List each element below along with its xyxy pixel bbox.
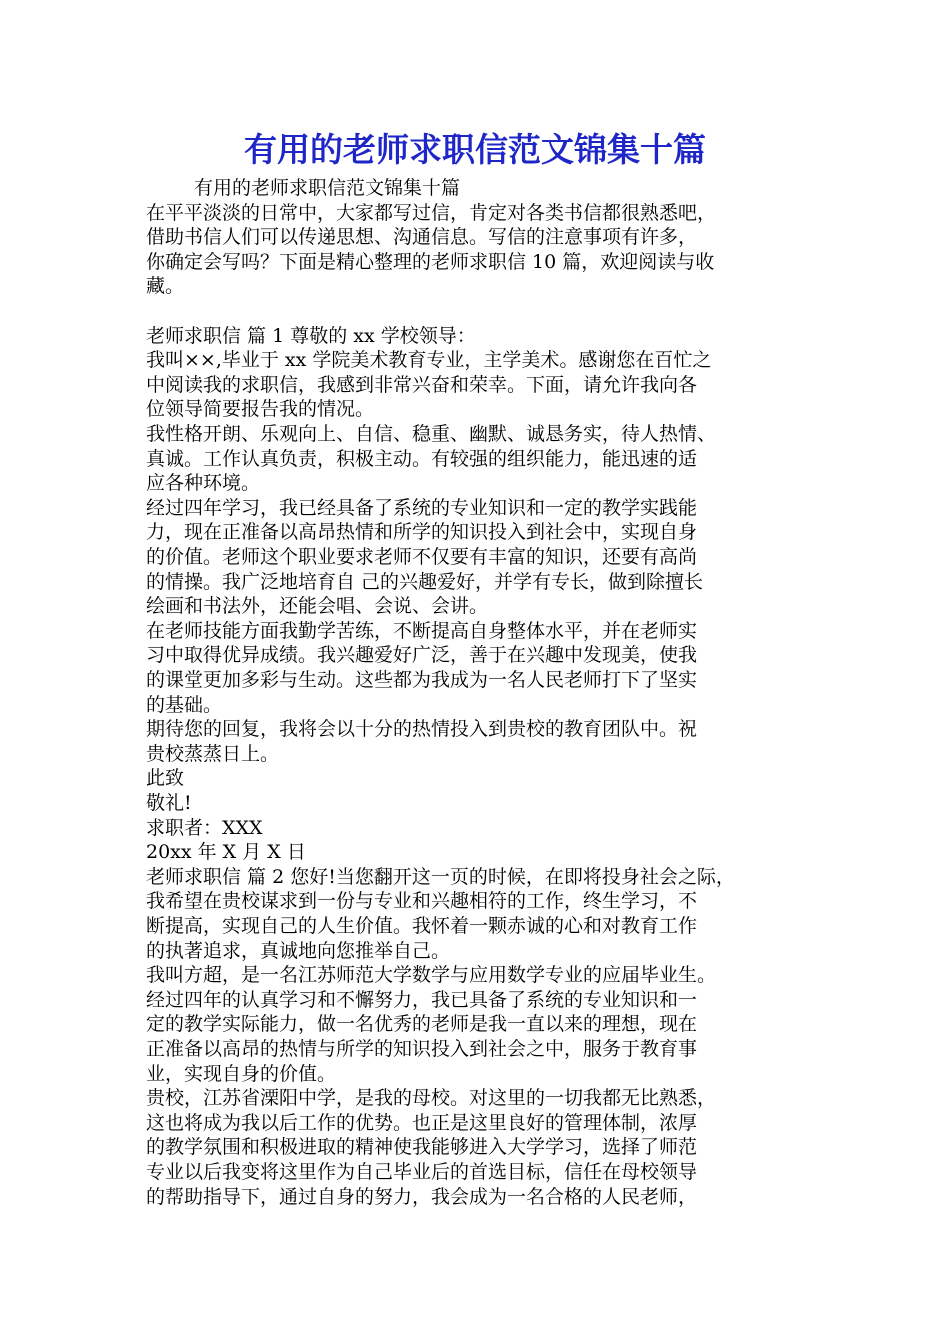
body-line: 定的教学实际能力，做一名优秀的老师是我一直以来的理想，现在 — [146, 1013, 698, 1036]
body-line: 断提高，实现自己的人生价值。我怀着一颗赤诚的心和对教育工作 — [146, 915, 698, 937]
body-line: 习中取得优异成绩。我兴趣爱好广泛，善于在兴趣中发现美，使我 — [146, 644, 698, 667]
body-line: 这也将成为我以后工作的优势。也正是这里良好的管理体制，浓厚 — [146, 1111, 698, 1134]
body-line: 位领导简要报告我的情况。 — [146, 398, 375, 421]
body-line: 你确定会写吗？下面是精心整理的老师求职信 10 篇，欢迎阅读与收 — [146, 250, 715, 273]
body-line: 求职者：XXX — [146, 816, 263, 839]
body-line: 的执著追求，真诚地向您推举自己。 — [146, 939, 451, 962]
body-line: 老师求职信 篇 2 您好!当您翻开这一页的时候，在即将投身社会之际， — [146, 865, 735, 888]
body-line: 业，实现自身的价值。 — [146, 1062, 337, 1085]
body-line: 中阅读我的求职信，我感到非常兴奋和荣幸。下面，请允许我向各 — [146, 373, 698, 396]
body-line: 经过四年的认真学习和不懈努力，我已具备了系统的专业知识和一 — [146, 988, 698, 1011]
body-line: 在平平淡淡的日常中，大家都写过信，肯定对各类书信都很熟悉吧， — [146, 201, 717, 224]
body-line: 的基础。 — [146, 693, 223, 716]
body-line: 我性格开朗、乐观向上、自信、稳重、幽默、诚恳务实，待人热情、 — [146, 423, 717, 445]
body-line: 敬礼! — [146, 792, 192, 814]
body-line: 经过四年学习，我已经具备了系统的专业知识和一定的教学实践能 — [146, 496, 698, 519]
body-line: 真诚。工作认真负责，积极主动。有较强的组织能力，能迅速的适 — [146, 447, 698, 470]
body-line: 的教学氛围和积极进取的精神使我能够进入大学学习，选择了师范 — [146, 1136, 698, 1159]
body-line: 的帮助指导下，通过自身的努力，我会成为一名合格的人民老师， — [146, 1185, 698, 1208]
body-line: 此致 — [146, 767, 185, 790]
body-line: 借助书信人们可以传递思想、沟通信息。写信的注意事项有许多， — [146, 226, 698, 249]
body-line: 我叫方超，是一名江苏师范大学数学与应用数学专业的应届毕业生。 — [146, 964, 717, 987]
body-line: 的价值。老师这个职业要求老师不仅要有丰富的知识，还要有高尚 — [146, 546, 698, 568]
body-line: 贵校蒸蒸日上。 — [146, 742, 280, 765]
body-line: 藏。 — [146, 275, 185, 298]
body-line: 的课堂更加多彩与生动。这些都为我成为一名人民老师打下了坚实 — [146, 669, 698, 691]
document-subtitle: 有用的老师求职信范文锦集十篇 — [194, 177, 461, 199]
document-title: 有用的老师求职信范文锦集十篇 — [244, 130, 706, 169]
body-line: 我希望在贵校谋求到一份与专业和兴趣相符的工作，终生学习，不 — [146, 890, 698, 913]
body-line: 老师求职信 篇 1 尊敬的 xx 学校领导： — [146, 324, 476, 347]
body-line: 专业以后我变将这里作为自己毕业后的首选目标，信任在母校领导 — [146, 1161, 698, 1183]
body-line: 在老师技能方面我勤学苦练，不断提高自身整体水平，并在老师实 — [146, 619, 698, 642]
body-line: 贵校，江苏省溧阳中学，是我的母校。对这里的一切我都无比熟悉， — [146, 1087, 717, 1110]
body-line: 正准备以高昂的热情与所学的知识投入到社会之中，服务于教育事 — [146, 1038, 698, 1060]
body-line: 的情操。我广泛地培育自 己的兴趣爱好，并学有专长，做到除擅长 — [146, 570, 704, 593]
body-line: 应各种环境。 — [146, 472, 261, 495]
body-line: 力，现在正准备以高昂热情和所学的知识投入到社会中，实现自身 — [146, 521, 698, 544]
body-line: 绘画和书法外，还能会唱、会说、会讲。 — [146, 595, 489, 618]
body-line: 20xx 年 X 月 X 日 — [146, 841, 306, 864]
body-line: 期待您的回复，我将会以十分的热情投入到贵校的教育团队中。祝 — [146, 718, 698, 741]
body-line: 我叫××,毕业于 xx 学院美术教育专业，主学美术。感谢您在百忙之 — [146, 349, 712, 372]
